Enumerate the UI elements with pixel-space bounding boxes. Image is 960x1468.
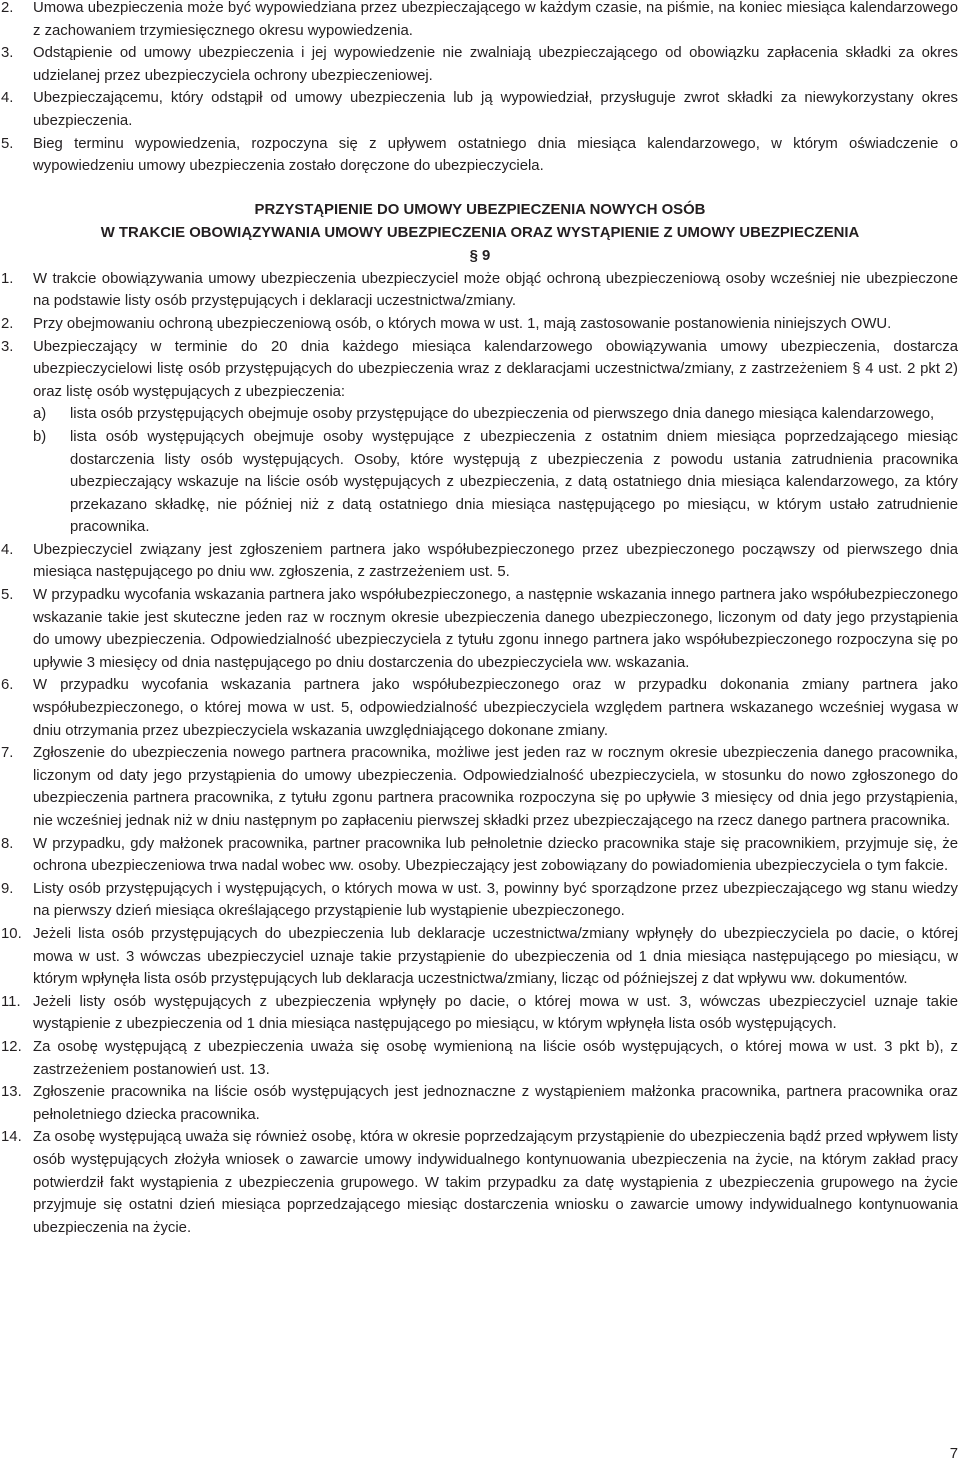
item-number: 6.	[1, 677, 14, 694]
item-number: 7.	[1, 745, 14, 762]
item-text: Jeżeli listy osób występujących z ubezpieczenia wpłynęły po dacie, o której mowa w ust. 3, wówczas ubezpieczyciel uznaje takie wystąpienie z ubezpieczenia od 1 dnia miesiąca następującego po miesiącu, w którym wpłynęła lista osób występujących.	[33, 993, 958, 1033]
item-text: Zgłoszenie do ubezpieczenia nowego partnera pracownika, możliwe jest jeden raz w rocznym okresie ubezpieczenia danego pracownika, liczonym od daty jego przystąpienia do umowy ubezpieczenia. Odpowiedzialność ubezpieczyciela, w stosunku do nowo zgłoszonego do ubezpieczenia partnera pracownika, z tytułu zgonu partnera pracownika rozpoczyna się po upływie 3 miesięcy od dnia jego przystąpienia, nie wcześniej jednak niż w dniu następnym po zapłaceniu pierwszej składki przez ubezpieczającego na rzecz danego partnera pracownika.	[33, 745, 958, 829]
list-item	[0, 268, 960, 313]
item-number: 10.	[1, 925, 22, 942]
item-text: Przy obejmowaniu ochroną ubezpieczeniową osób, o których mowa w ust. 1, mają zastosowanie postanowienia niniejszych OWU.	[33, 315, 892, 332]
item-text: Listy osób przystępujących i występujących, o których mowa w ust. 3, powinny być sporządzone przez ubezpieczającego wg stanu wiedzy na pierwszy dzień miesiąca określającego przystąpienie lub wystąpienie ubezpieczonego.	[33, 880, 958, 920]
sub-item	[33, 403, 958, 426]
list-item	[0, 42, 960, 87]
sub-item-text: lista osób przystępujących obejmuje osoby przystępujące do ubezpieczenia od pierwszego dnia danego miesiąca kalendarzowego,	[70, 406, 935, 423]
item-text: Jeżeli lista osób przystępujących do ubezpieczenia lub deklaracje uczestnictwa/zmiany wpłynęły do ubezpieczyciela po dacie, o której mowa w ust. 3 wówczas ubezpieczyciel uznaje takie przystąpienie do ubezpieczenia od 1 dnia miesiąca następującego po miesiącu, w którym wpłynęła lista osób przystępujących lub deklaracja uczestnictwa/zmiany, licząc od późniejszej z dat wpływu ww. dokumentów.	[33, 925, 958, 988]
item-text: Ubezpieczyciel związany jest zgłoszeniem partnera jako współubezpieczonego przez ubezpieczonego począwszy od pierwszego dnia miesiąca następującego po dniu ww. zgłoszenia, z zastrzeżeniem ust. 5.	[33, 541, 958, 581]
heading-line-1: PRZYSTĄPIENIE DO UMOWY UBEZPIECZENIA NOWYCH OSÓB	[254, 201, 706, 218]
list-item	[0, 313, 960, 336]
item-text: Zgłoszenie pracownika na liście osób występujących jest jednoznaczne z wystąpieniem małżonka pracownika, partnera pracownika oraz pełnoletniego dziecka pracownika.	[33, 1084, 958, 1123]
item-number: 5.	[1, 587, 14, 604]
item-number: 13.	[1, 1084, 22, 1101]
item-number: 4.	[1, 541, 14, 558]
item-text: Za osobę występującą z ubezpieczenia uważa się osobę wymienioną na liście osób występujących, o której mowa w ust. 3 pkt b), z zastrzeżeniem postanowień ust. 13.	[33, 1038, 958, 1078]
item-number: 3.	[1, 45, 14, 62]
list-item	[0, 0, 960, 42]
item-number: 9.	[1, 880, 14, 897]
list-item	[0, 1126, 960, 1239]
item-text: W przypadku wycofania wskazania partnera jako współubezpieczonego oraz w przypadku dokonania zmiany partnera jako współubezpieczonego, o której mowa w ust. 5, odpowiedzialność ubezpieczyciela względem partnera wskazanego wcześniej wygasa w dniu otrzymania przez ubezpieczyciela wskazania uwzględniającego dokonane zmiany.	[33, 677, 958, 739]
item-number: 8.	[1, 835, 14, 852]
item-text: Bieg terminu wypowiedzenia, rozpoczyna się z upływem ostatniego dnia miesiąca kalendarzowego, w którym oświadczenie o wypowiedzeniu umowy ubezpieczenia zostało doręczone do ubezpieczyciela.	[33, 135, 958, 175]
list-item	[0, 1081, 960, 1126]
section-list	[0, 268, 960, 1240]
sub-item	[33, 426, 958, 539]
sub-item-label: a)	[33, 406, 47, 423]
section-heading	[0, 199, 960, 268]
item-text: W przypadku wycofania wskazania partnera jako współubezpieczonego, a następnie wskazania innego partnera jako współubezpieczonego wskazanie takie jest skuteczne jeden raz w rocznym okresie ubezpieczenia danego ubezpieczonego, liczonym od daty jego przystąpienia do umowy ubezpieczenia. Odpowiedzialność ubezpieczyciela z tytułu zgonu innego partnera jako współubezpieczonego rozpoczyna się po upływie 3 miesięcy od dnia następującego po dniu dostarczenia do ubezpieczyciela ww. wskazania.	[33, 587, 958, 671]
item-number: 5.	[1, 135, 14, 152]
list-item	[0, 584, 960, 674]
list-item	[0, 539, 960, 584]
top-list	[0, 0, 960, 178]
list-item	[0, 87, 960, 132]
item-number: 14.	[1, 1129, 22, 1146]
page-number: 7	[949, 1446, 958, 1463]
list-item	[0, 336, 960, 539]
list-item	[0, 833, 960, 878]
item-number: 12.	[1, 1038, 22, 1055]
item-number: 3.	[1, 338, 14, 355]
list-item	[0, 674, 960, 742]
list-item	[0, 991, 960, 1036]
heading-line-2: W TRAKCIE OBOWIĄZYWANIA UMOWY UBEZPIECZENIA ORAZ WYSTĄPIENIE Z UMOWY UBEZPIECZENIA	[100, 224, 860, 241]
item-text: Umowa ubezpieczenia może być wypowiedziana przez ubezpieczającego w każdym czasie, na piśmie, na koniec miesiąca kalendarzowego z zachowaniem trzymiesięcznego okresu wypowiedzenia.	[33, 0, 958, 39]
item-number: 2.	[1, 315, 14, 332]
item-text: Ubezpieczającemu, który odstąpił od umowy ubezpieczenia lub ją wypowiedział, przysługuje zwrot składki za niewykorzystany okres ubezpieczenia.	[33, 90, 958, 129]
item-number: 2.	[1, 0, 14, 16]
item-number: 1.	[1, 270, 14, 287]
list-item	[0, 878, 960, 923]
list-item	[0, 133, 960, 178]
item-text: Odstąpienie od umowy ubezpieczenia i jej wypowiedzenie nie zwalniają ubezpieczającego od obowiązku zapłacenia składki za okres udzielanej przez ubezpieczyciela ochrony ubezpieczeniowej.	[33, 45, 958, 84]
sub-item-text: lista osób występujących obejmuje osoby występujące z ubezpieczenia z ostatnim dniem miesiąca poprzedzającego miesiąc dostarczenia listy osób występujących. Osoby, które występują z ubezpieczenia z powodu ustania zatrudnienia pracownika ubezpieczający wskazuje na liście osób występujących z ubezpieczenia, z datą ostatniego dnia miesiąca kalendarzowego, za który przekazano składkę, nie później niż z datą ostatniego dnia miesiąca następującego po miesiącu, w którym ustało zatrudnienie pracownika.	[70, 428, 958, 536]
item-number: 11.	[1, 993, 21, 1010]
list-item	[0, 923, 960, 991]
item-text: W trakcie obowiązywania umowy ubezpieczenia ubezpieczyciel może objąć ochroną ubezpieczeniową osoby wcześniej nie ubezpieczone na podstawie listy osób przystępujących i deklaracji uczestnictwa/zmiany.	[33, 270, 958, 310]
list-item	[0, 1036, 960, 1081]
item-number: 4.	[1, 90, 14, 107]
item-body	[33, 336, 960, 539]
sub-item-label: b)	[33, 428, 47, 445]
list-item	[0, 742, 960, 832]
item-text: Ubezpieczający w terminie do 20 dnia każdego miesiąca kalendarzowego obowiązywania umowy ubezpieczenia, dostarcza ubezpieczycielowi listę osób przystępujących do ubezpieczenia wraz z deklaracjami uczestnictwa/zmiany, z zastrzeżeniem § 4 ust. 2 pkt 2) oraz listę osób występujących z ubezpieczenia:	[33, 338, 958, 400]
item-text: Za osobę występującą uważa się również osobę, która w okresie poprzedzającym przystąpienie do ubezpieczenia bądź przed wpływem listy osób występujących złożyła wniosek o zawarcie umowy indywidualnego kontynuowania ubezpieczenia na życie, na którym zakład pracy potwierdził fakt wystąpienia z ubezpieczenia grupowego. W takim przypadku za datę wystąpienia z ubezpieczenia grupowego na życie przyjmuje się ostatni dzień miesiąca poprzedzającego miesiąc dostarczenia wniosku o zawarcie umowy indywidualnego kontynuowania ubezpieczenia na życie.	[33, 1129, 958, 1236]
item-text: W przypadku, gdy małżonek pracownika, partner pracownika lub pełnoletnie dziecko pracownika staje się pracownikiem, przyjmuje się, że ochrona ubezpieczeniowa trwa nadal wobec ww. osoby. Ubezpieczający jest zobowiązany do powiadomienia ubezpieczyciela o tym fakcie.	[33, 835, 958, 875]
paragraph-number: § 9	[469, 247, 491, 264]
